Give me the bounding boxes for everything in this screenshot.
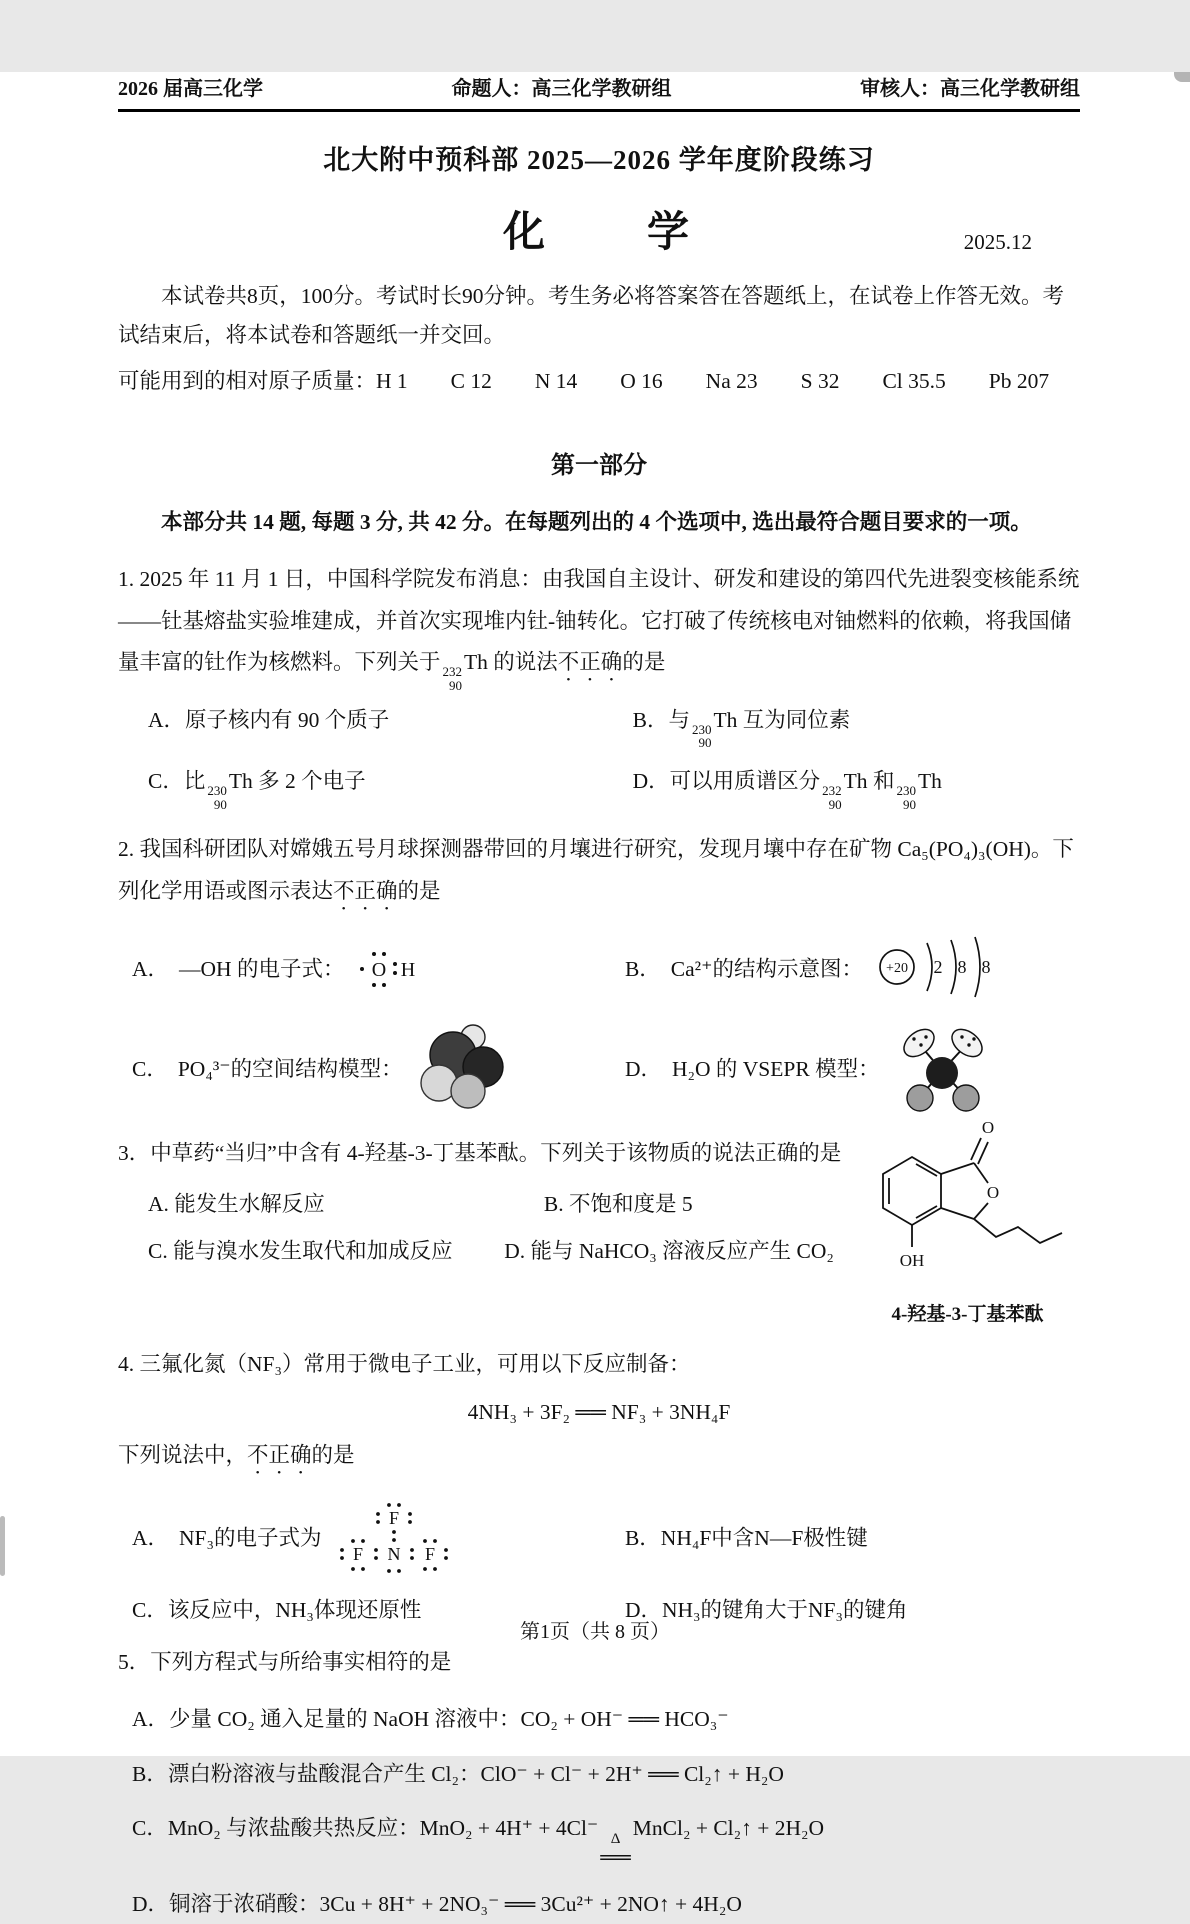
delta-over-equals [600,1832,630,1869]
q3-option-b: B. 不饱和度是 5 [543,1192,693,1217]
option-text: 与 [668,707,690,732]
option-text: 比 [183,769,206,794]
option-text: Ca²⁺的结构示意图： [670,956,863,981]
svg-text:O: O [372,959,387,982]
q3-option-d: D. 能与 NaHCO₃ 溶液反应产生 CO₂ [504,1239,834,1264]
option-label: C． [148,769,184,794]
svg-text:O: O [981,1118,995,1138]
exam-date: 2025.12 [963,230,1032,254]
q5-option-a: A．少量 CO₂ 通入足量的 NaOH 溶液中：CO₂ + OH⁻ ══ HCO₃⁻ [132,1707,729,1732]
option-text: C．MnO₂ 与浓盐酸共热反应：MnO₂ + 4H⁺ + 4Cl⁻ [132,1816,599,1841]
isotope-mass: 230 [691,721,712,737]
svg-text:H: H [401,959,416,982]
option-text: 可以用质谱区分 [669,769,821,794]
nf3-lewis-structure [332,1493,456,1579]
isotope-notation [896,784,916,811]
option-label: B． [624,956,661,981]
question-5 [118,1642,1080,1923]
svg-text:F: F [388,1508,399,1529]
q3-stem: 3．中草药“当归”中含有 4-羟基-3-丁基苯酞。下列关于该物质的说法正确的是 [118,1141,842,1166]
ca-shell-diagram [873,929,1003,1005]
q2-option-d [625,1019,996,1115]
header-setter: 命题人：高三化学教研组 [451,78,672,100]
isotope-notation [692,723,712,750]
svg-text:N: N [387,1544,401,1565]
option-label: D． [624,1056,662,1081]
q4-emphasis: 不正确 [247,1443,312,1468]
option-label: B． [632,707,669,732]
part1-title: 第一部分 [551,453,647,480]
isotope-z: 90 [449,678,463,694]
q3-options-row1 [148,1187,855,1218]
isotope-mass: 230 [207,783,227,799]
page-number: 第1页（共 8 页） [520,1621,670,1643]
q2-option-c [132,1021,625,1113]
subject-row [118,199,1080,261]
option-text: 互为同位素 [737,707,851,732]
element-symbol: Th [228,769,253,794]
q1-option-c [148,764,633,811]
isotope-z: 90 [828,796,842,812]
option-label: C． [132,1056,168,1081]
delta-symbol: Δ [610,1831,621,1848]
option-label: A． [132,956,170,981]
isotope-mass: 232 [442,664,463,680]
page-header [118,72,1080,112]
q5-option-c [132,1809,1080,1869]
isotope-z: 90 [213,796,227,812]
q5-options [118,1700,1080,1924]
butylphthalide-structure [860,1119,1075,1287]
isotope-z: 90 [698,735,712,751]
q4-option-d: D．NH₃的键角大于NF₃的键角 [624,1598,908,1623]
q1-option-d [633,764,1080,811]
option-text: 多 2 个电子 [252,769,366,794]
q1-option-b [633,703,1080,750]
svg-text:F: F [424,1544,435,1565]
option-text: H₂O 的 VSEPR 模型： [671,1056,880,1081]
element-symbol: Th [843,769,868,794]
isotope-notation [443,665,463,692]
po4-space-filling-model [413,1021,517,1113]
q3-structure-caption: 4-羟基-3-丁基苯酞 [891,1304,1044,1326]
option-text: —OH 的电子式： [179,956,345,981]
q2-option-b [625,929,1003,1005]
q1-stem [118,559,1080,693]
q4-stem2-text: 下列说法中， [118,1443,248,1468]
svg-text:8: 8 [981,957,991,978]
header-course: 2026 届高三化学 [118,78,263,100]
q5-option-b: B．漂白粉溶液与盐酸混合产生 Cl₂：ClO⁻ + Cl⁻ + 2H⁺ ══ Cl₂↑ + H₂O [132,1761,784,1786]
q1-stem-text: 1. 2025 年 11 月 1 日，中国科学院发布消息：由我国自主设计、研发和建设的第四代先进裂变核能系统——钍基熔盐实验堆建成，并首次实现堆内钍-铀转化。它打破了传统核电对铀燃料的依赖，将我国储量丰富的钍作为核燃料。下列关于 [118,566,1080,675]
atomic-masses: 可能用到的相对原子质量：H 1 C 12 N 14 O 16 Na 23 S 32 Cl 35.5 Pb 207 [118,369,1050,394]
q4-option-a [132,1493,625,1579]
q3-options-row2 [148,1234,855,1265]
option-text: 和 [867,769,895,794]
svg-text:2: 2 [933,957,943,978]
isotope-notation [822,784,842,811]
q5-option-d: D．铜溶于浓硝酸：3Cu + 8H⁺ + 2NO₃⁻ ══ 3Cu²⁺ + 2NO↑ + 4H₂O [132,1891,742,1916]
q3-option-c: C. 能与溴水发生取代和加成反应 [148,1239,453,1264]
option-label: D． [632,769,670,794]
element-symbol: Th [464,650,488,675]
q4-stem2-text: 的是 [311,1443,355,1468]
q1-stem-text: 的是 [622,650,666,675]
question-4 [118,1344,1080,1624]
q2-options-row2 [132,1019,1080,1115]
q2-stem-text: 2. 我国科研团队对嫦娥五号月球探测器带回的月壤进行研究，发现月壤中存在矿物 Ca₅(PO₄)₃(OH)。下列化学用语或图示表达 [118,837,1074,904]
h2o-vsepr-model [890,1019,996,1115]
equals-sign: ══ [600,1845,631,1870]
isotope-notation [207,784,227,811]
scan-artifact [1174,72,1190,82]
q3-structure-figure [855,1119,1080,1326]
element-symbol: Th [917,769,942,794]
subject-name: 化 学 [502,210,695,256]
q1-options [148,703,1080,812]
question-2 [118,829,1080,1115]
q2-stem-text: 的是 [397,879,441,904]
q4-stem: 4. 三氟化氮（NF₃）常用于微电子工业，可用以下反应制备： [118,1352,691,1377]
header-reviewer: 审核人：高三化学教研组 [860,78,1080,100]
q4-stem2 [118,1435,1080,1479]
q1-stem-text: 的说法 [487,650,558,675]
option-label: A． [132,1525,170,1550]
isotope-mass: 230 [896,783,916,799]
question-1 [118,559,1080,812]
option-label: A． [148,707,186,732]
svg-text:8: 8 [957,957,967,978]
isotope-mass: 232 [822,783,842,799]
svg-text:O: O [986,1183,1000,1203]
q4-option-c: C．该反应中，NH₃体现还原性 [132,1598,422,1623]
q3-option-a: A. 能发生水解反应 [148,1192,325,1217]
exam-notice: 本试卷共8页，100分。考试时长90分钟。考生务必将答案答在答题纸上，在试卷上作答无效。考试结束后，将本试卷和答题纸一并交回。 [118,284,1065,347]
q4-equation: 4NH₃ + 3F₂ ══ NF₃ + 3NH₄F [467,1400,731,1425]
isotope-z: 90 [902,796,916,812]
q2-options-row1 [132,929,1080,1005]
scan-artifact [0,1516,5,1576]
q4-option-b: B．NH₄F中含N—F极性键 [624,1525,868,1550]
option-text: NF₃的电子式为 [179,1525,322,1550]
element-symbol: Th [713,707,738,732]
q5-stem: 5．下列方程式与所给事实相符的是 [118,1650,452,1675]
svg-text:F: F [352,1544,363,1565]
q2-stem [118,829,1080,915]
q4-options-row1 [132,1493,1080,1579]
option-text: PO₄³⁻的空间结构模型： [177,1056,403,1081]
q3-body [118,1133,855,1265]
question-3 [118,1118,1080,1326]
part1-intro: 本部分共 14 题, 每题 3 分, 共 42 分。在每题列出的 4 个选项中, 选出最符合题目要求的一项。 [161,510,1032,535]
svg-text:OH: OH [899,1251,925,1271]
exam-page [0,72,1190,1916]
q2-option-a [132,943,625,991]
q2-emphasis: 不正确 [333,879,398,904]
svg-text:+20: +20 [886,961,908,977]
oh-electron-formula [354,943,434,991]
q1-emphasis: 不正确 [557,650,623,675]
option-text: 原子核内有 90 个质子 [185,707,390,732]
exam-title: 北大附中预科部 2025—2026 学年度阶段练习 [323,145,875,175]
option-text: MnCl₂ + Cl₂↑ + 2H₂O [632,1816,825,1841]
q1-option-a [148,703,633,750]
